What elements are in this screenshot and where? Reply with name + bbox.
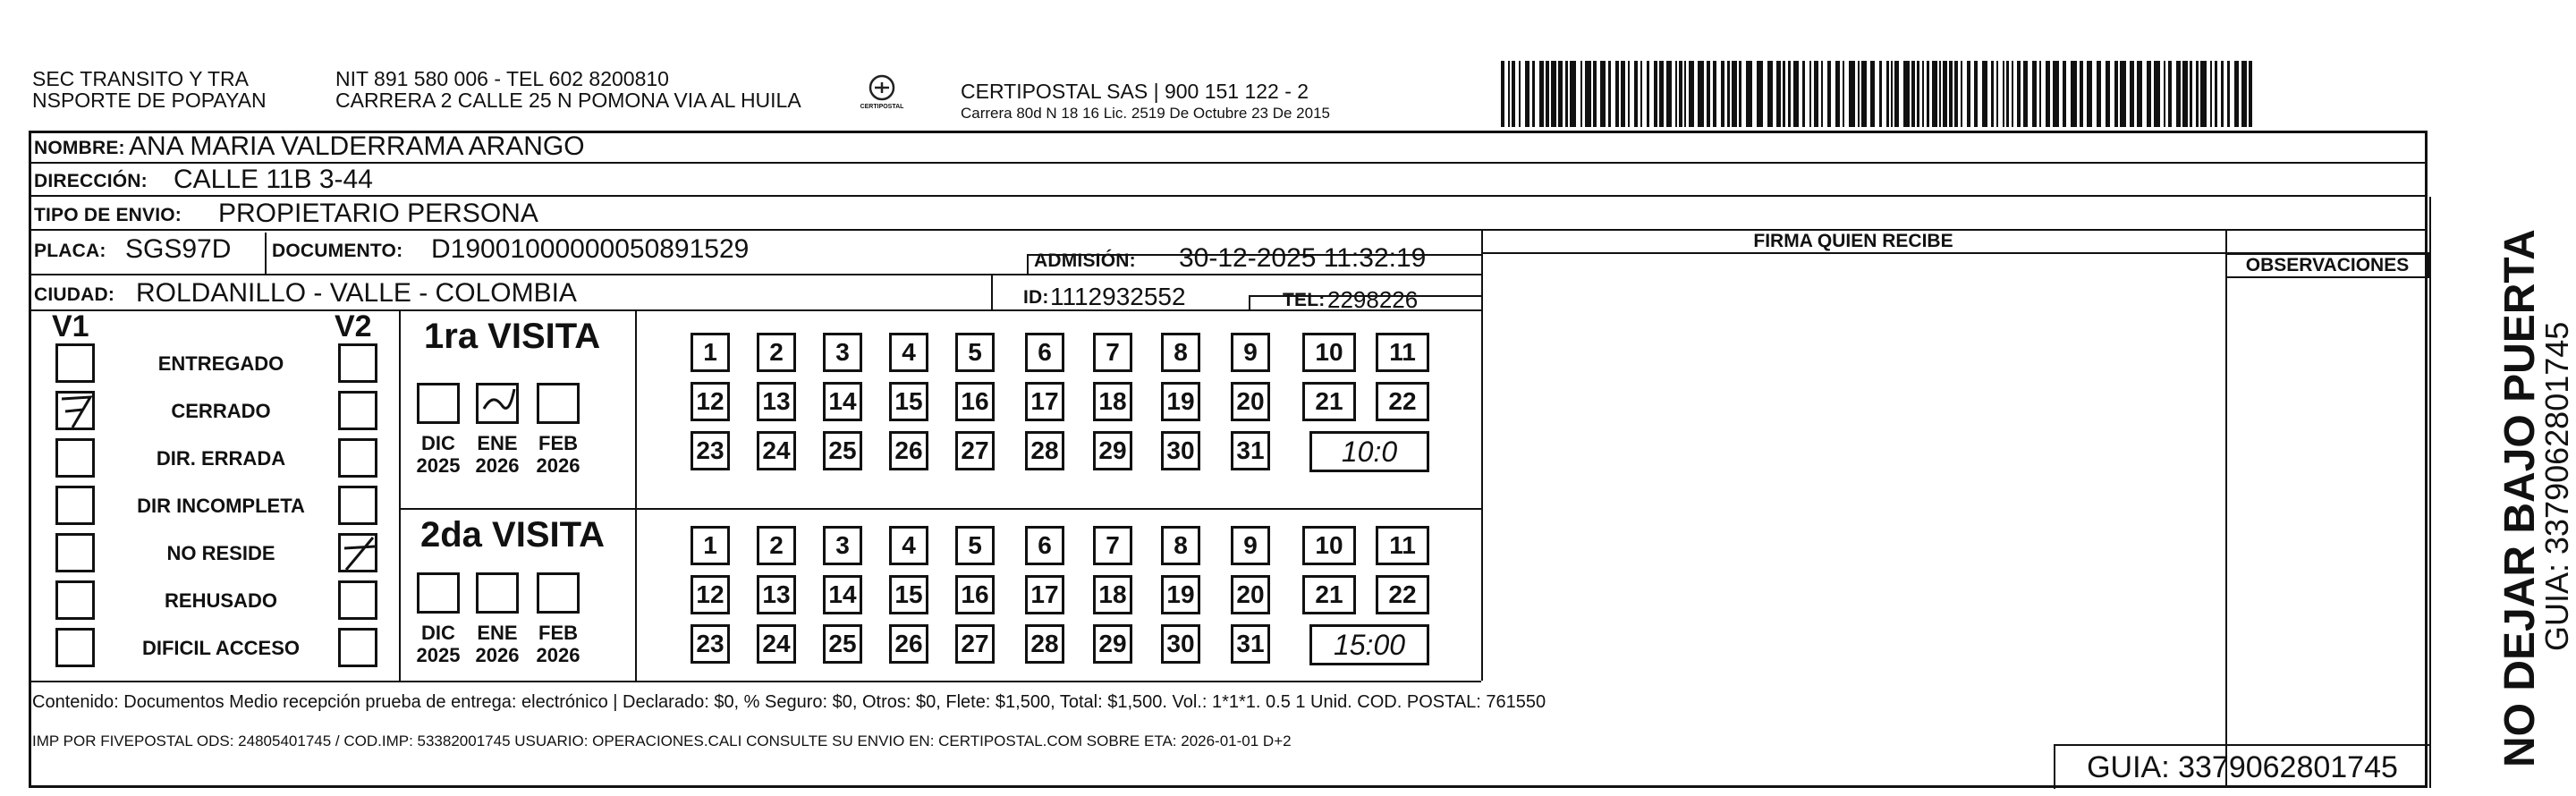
day-box[interactable]: 27 bbox=[955, 624, 995, 664]
no-dejar-bajo-puerta: NO DEJAR BAJO PUERTA bbox=[2496, 229, 2544, 767]
divider bbox=[1027, 254, 1029, 275]
first-visit-title: 1ra VISITA bbox=[424, 317, 601, 356]
v1-checkbox[interactable] bbox=[55, 628, 95, 667]
day-box[interactable]: 10 bbox=[1302, 526, 1356, 565]
ciudad-label: CIUDAD: bbox=[34, 284, 115, 305]
divider bbox=[29, 681, 1481, 682]
divider bbox=[265, 233, 267, 275]
divider bbox=[991, 275, 993, 311]
day-box[interactable]: 1 bbox=[691, 526, 730, 565]
month-name: FEB bbox=[538, 622, 578, 644]
day-box[interactable]: 28 bbox=[1025, 431, 1064, 470]
day-box[interactable]: 19 bbox=[1161, 382, 1200, 421]
day-box[interactable]: 23 bbox=[691, 624, 730, 664]
status-label: REHUSADO bbox=[165, 589, 277, 612]
tipo-envio-label: TIPO DE ENVIO: bbox=[34, 205, 182, 225]
v1-checkbox[interactable] bbox=[55, 580, 95, 620]
v1-checkbox[interactable] bbox=[55, 438, 95, 478]
footer-contenido: Contenido: Documentos Medio recepción prueba de entrega: electrónico | Declarado: $0, % Seguro: $0, Otros: $0, Flete: $1,500, Total: $1,500. Vol.: 1*1*1. 0.5 1 Unid. COD. POSTAL: 761550 bbox=[32, 692, 1546, 712]
admision-value: 30-12-2025 11:32:19 bbox=[1179, 243, 1427, 273]
nombre-value: ANA MARIA VALDERRAMA ARANGO bbox=[129, 131, 585, 161]
handwritten-mark-icon bbox=[341, 536, 377, 572]
day-box[interactable]: 10 bbox=[1302, 333, 1356, 372]
month-year: 2026 bbox=[475, 454, 520, 477]
certipostal-logo bbox=[857, 73, 907, 114]
status-label: ENTREGADO bbox=[157, 352, 284, 375]
day-box[interactable]: 21 bbox=[1302, 575, 1356, 614]
v1-label: V1 bbox=[52, 309, 89, 343]
v2-checkbox[interactable] bbox=[338, 391, 377, 430]
day-box[interactable]: 1 bbox=[691, 333, 730, 372]
time-box[interactable]: 10:0 bbox=[1309, 431, 1429, 472]
second-visit-title: 2da VISITA bbox=[420, 515, 605, 555]
day-box[interactable]: 13 bbox=[757, 382, 796, 421]
day-box[interactable]: 4 bbox=[889, 333, 928, 372]
month-year: 2026 bbox=[475, 644, 520, 666]
side-guia: GUIA: 3379062801745 bbox=[2538, 321, 2575, 651]
day-box[interactable]: 30 bbox=[1161, 431, 1200, 470]
time-box[interactable]: 15:00 bbox=[1309, 624, 1429, 665]
placa-label: PLACA: bbox=[34, 241, 106, 261]
day-box[interactable]: 29 bbox=[1093, 431, 1132, 470]
day-box[interactable]: 15 bbox=[889, 382, 928, 421]
month-checkbox[interactable] bbox=[417, 572, 460, 614]
day-box[interactable]: 14 bbox=[823, 575, 862, 614]
day-box[interactable]: 12 bbox=[691, 575, 730, 614]
id-label: ID: bbox=[1023, 287, 1049, 308]
month-label bbox=[470, 432, 524, 477]
day-box[interactable]: 6 bbox=[1025, 333, 1064, 372]
handwritten-mark-icon bbox=[479, 385, 518, 423]
status-label: DIR. ERRADA bbox=[156, 447, 286, 470]
day-box[interactable]: 26 bbox=[889, 624, 928, 664]
day-box[interactable]: 23 bbox=[691, 431, 730, 470]
day-box[interactable]: 3 bbox=[823, 333, 862, 372]
day-box[interactable]: 13 bbox=[757, 575, 796, 614]
day-box[interactable]: 2 bbox=[757, 526, 796, 565]
id-value: 1112932552 bbox=[1050, 283, 1186, 310]
sender-address: CARRERA 2 CALLE 25 N POMONA VIA AL HUILA bbox=[335, 89, 801, 112]
month-checkbox[interactable] bbox=[476, 383, 519, 424]
v1-checkbox[interactable] bbox=[55, 343, 95, 383]
guia-number: GUIA: 3379062801745 bbox=[2054, 744, 2429, 789]
row-placa bbox=[29, 231, 1481, 275]
v2-checkbox[interactable] bbox=[338, 533, 377, 572]
v2-checkbox[interactable] bbox=[338, 486, 377, 525]
nombre-label: NOMBRE: bbox=[34, 138, 125, 158]
month-year: 2026 bbox=[536, 454, 580, 477]
divider bbox=[635, 311, 637, 681]
day-box[interactable]: 22 bbox=[1376, 382, 1429, 421]
day-box[interactable]: 16 bbox=[955, 382, 995, 421]
divider bbox=[1481, 231, 1483, 681]
day-box[interactable]: 30 bbox=[1161, 624, 1200, 664]
month-label bbox=[470, 622, 524, 666]
month-checkbox[interactable] bbox=[537, 572, 580, 614]
day-box[interactable]: 26 bbox=[889, 431, 928, 470]
day-box[interactable]: 27 bbox=[955, 431, 995, 470]
day-box[interactable]: 16 bbox=[955, 575, 995, 614]
row-ciudad bbox=[29, 275, 1481, 311]
status-label: DIR INCOMPLETA bbox=[137, 495, 305, 517]
day-box[interactable]: 24 bbox=[757, 431, 796, 470]
direccion-label: DIRECCIÓN: bbox=[34, 171, 148, 191]
day-box[interactable]: 15 bbox=[889, 575, 928, 614]
month-name: DIC bbox=[421, 622, 455, 644]
month-name: FEB bbox=[538, 432, 578, 454]
firma-header: FIRMA QUIEN RECIBE bbox=[1753, 231, 1953, 251]
day-box[interactable]: 4 bbox=[889, 526, 928, 565]
day-box[interactable]: 8 bbox=[1161, 333, 1200, 372]
day-box[interactable]: 20 bbox=[1231, 575, 1270, 614]
documento-value: D19001000000050891529 bbox=[431, 234, 750, 264]
divider bbox=[2225, 231, 2227, 788]
day-box[interactable]: 2 bbox=[757, 333, 796, 372]
day-box[interactable]: 28 bbox=[1025, 624, 1064, 664]
day-box[interactable]: 6 bbox=[1025, 526, 1064, 565]
day-box[interactable]: 21 bbox=[1302, 382, 1356, 421]
day-box[interactable]: 17 bbox=[1025, 575, 1064, 614]
logo-text: CERTIPOSTAL bbox=[860, 104, 904, 110]
tel-label: TEL: bbox=[1283, 290, 1326, 310]
day-box[interactable]: 5 bbox=[955, 526, 995, 565]
sender-line-1: SEC TRANSITO Y TRA bbox=[32, 67, 250, 90]
tipo-envio-value: PROPIETARIO PERSONA bbox=[218, 199, 538, 228]
v2-checkbox[interactable] bbox=[338, 343, 377, 383]
month-name: DIC bbox=[421, 432, 455, 454]
month-year: 2025 bbox=[416, 644, 461, 666]
divider bbox=[1027, 254, 1481, 256]
month-label bbox=[531, 622, 585, 666]
direccion-value: CALLE 11B 3-44 bbox=[174, 165, 373, 194]
day-box[interactable]: 18 bbox=[1093, 382, 1132, 421]
day-box[interactable]: 7 bbox=[1093, 526, 1132, 565]
tel-value: 2298226 bbox=[1327, 286, 1419, 313]
row-tipo-envio bbox=[29, 197, 2428, 231]
day-box[interactable]: 31 bbox=[1231, 431, 1270, 470]
day-box[interactable]: 19 bbox=[1161, 575, 1200, 614]
courier-line-1: CERTIPOSTAL SAS | 900 151 122 - 2 bbox=[961, 80, 1309, 103]
v2-checkbox[interactable] bbox=[338, 438, 377, 478]
observaciones-header: OBSERVACIONES bbox=[2225, 253, 2429, 278]
month-year: 2025 bbox=[416, 454, 461, 477]
nit-line: NIT 891 580 006 - TEL 602 8200810 bbox=[335, 67, 669, 90]
v2-checkbox[interactable] bbox=[338, 580, 377, 620]
status-label: DIFICIL ACCESO bbox=[141, 637, 300, 659]
day-box[interactable]: 17 bbox=[1025, 382, 1064, 421]
month-checkbox[interactable] bbox=[417, 383, 460, 424]
day-box[interactable]: 29 bbox=[1093, 624, 1132, 664]
day-box[interactable]: 18 bbox=[1093, 575, 1132, 614]
month-name: ENE bbox=[477, 432, 518, 454]
status-label: NO RESIDE bbox=[166, 542, 275, 564]
footer-imp: IMP POR FIVEPOSTAL ODS: 24805401745 / COD.IMP: 53382001745 USUARIO: OPERACIONES.CALI CONSULTE SU ENVIO EN: CERTIPOSTAL.COM SOBRE ETA: 2026-01-01 D+2 bbox=[32, 732, 1292, 749]
v2-label: V2 bbox=[335, 309, 372, 343]
day-box[interactable]: 25 bbox=[823, 624, 862, 664]
month-label bbox=[411, 622, 465, 666]
day-box[interactable]: 31 bbox=[1231, 624, 1270, 664]
ciudad-value: ROLDANILLO - VALLE - COLOMBIA bbox=[136, 278, 577, 308]
day-box[interactable]: 8 bbox=[1161, 526, 1200, 565]
status-label: CERRADO bbox=[171, 400, 271, 422]
courier-line-2: Carrera 80d N 18 16 Lic. 2519 De Octubre 23 De 2015 bbox=[961, 105, 1330, 122]
handwritten-mark-icon bbox=[58, 394, 94, 429]
day-box[interactable]: 14 bbox=[823, 382, 862, 421]
day-box[interactable]: 24 bbox=[757, 624, 796, 664]
month-label bbox=[531, 432, 585, 477]
admision-label: ADMISIÓN: bbox=[1034, 250, 1136, 271]
day-box[interactable]: 25 bbox=[823, 431, 862, 470]
day-box[interactable]: 5 bbox=[955, 333, 995, 372]
divider bbox=[1249, 295, 1481, 297]
v1-checkbox[interactable] bbox=[55, 486, 95, 525]
v2-checkbox[interactable] bbox=[338, 628, 377, 667]
day-box[interactable]: 22 bbox=[1376, 575, 1429, 614]
month-checkbox[interactable] bbox=[476, 572, 519, 614]
day-box[interactable]: 12 bbox=[691, 382, 730, 421]
sender-line-2: NSPORTE DE POPAYAN bbox=[32, 89, 267, 112]
day-box[interactable]: 3 bbox=[823, 526, 862, 565]
v1-checkbox[interactable] bbox=[55, 391, 95, 430]
barcode bbox=[1501, 61, 2261, 131]
divider bbox=[2429, 197, 2431, 788]
month-year: 2026 bbox=[536, 644, 580, 666]
v1-checkbox[interactable] bbox=[55, 533, 95, 572]
divider bbox=[399, 508, 1481, 510]
month-checkbox[interactable] bbox=[537, 383, 580, 424]
divider bbox=[1249, 295, 1250, 311]
divider bbox=[399, 311, 401, 681]
placa-value: SGS97D bbox=[125, 234, 232, 264]
month-label bbox=[411, 432, 465, 477]
day-box[interactable]: 20 bbox=[1231, 382, 1270, 421]
row-direccion bbox=[29, 164, 2428, 197]
day-box[interactable]: 11 bbox=[1376, 333, 1429, 372]
day-box[interactable]: 9 bbox=[1231, 526, 1270, 565]
day-box[interactable]: 11 bbox=[1376, 526, 1429, 565]
row-nombre bbox=[29, 131, 2428, 164]
day-box[interactable]: 9 bbox=[1231, 333, 1270, 372]
day-box[interactable]: 7 bbox=[1093, 333, 1132, 372]
documento-label: DOCUMENTO: bbox=[272, 241, 403, 261]
month-name: ENE bbox=[477, 622, 518, 644]
